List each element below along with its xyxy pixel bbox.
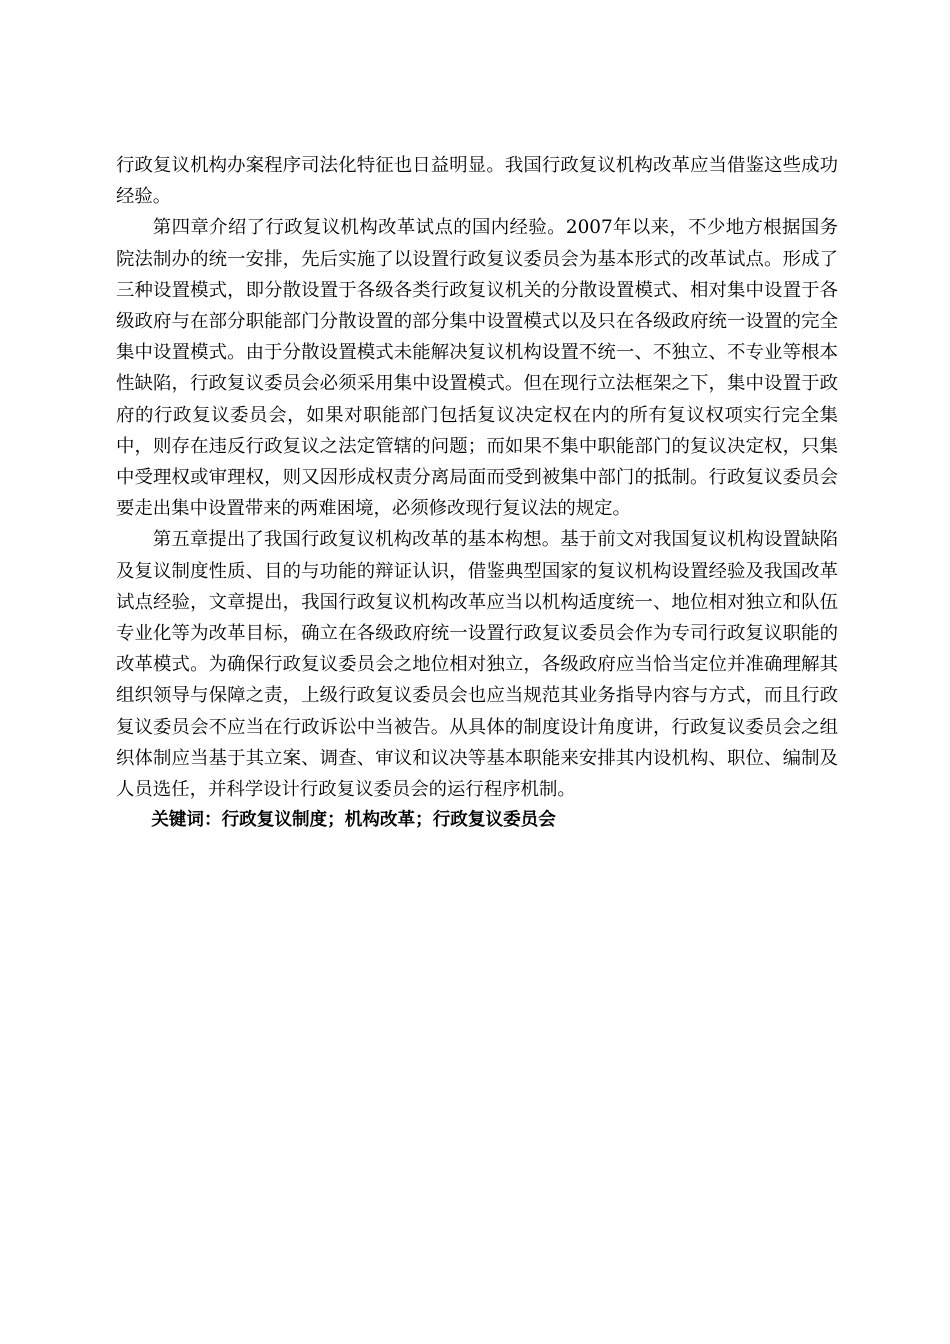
paragraph-chapter-five: 第五章提出了我国行政复议机构改革的基本构想。基于前文对我国复议机构设置缺陷及复议制度性质、目的与功能的辩证认识，借鉴典型国家的复议机构设置经验及我国改革试点经验，文章提出，我国行政复议机构改革应当以机构适度统一、地位相对独立和队伍专业化等为改革目标，确立在各级政府统一设置行政复议委员会作为专司行政复议职能的改革模式。为确保行政复议委员会之地位相对独立，各级政府应当恰当定位并准确理解其组织领导与保障之责，上级行政复议委员会也应当规范其业务指导内容与方式，而且行政复议委员会不应当在行政诉讼中当被告。从具体的制度设计角度讲，行政复议委员会之组织体制应当基于其立案、调查、审议和议决等基本职能来安排其内设机构、职位、编制及人员选任，并科学设计行政复议委员会的运行程序机制。 — [116, 529, 838, 801]
paragraph-continuation: 行政复议机构办案程序司法化特征也日益明显。我国行政复议机构改革应当借鉴这些成功经验。 — [116, 155, 838, 208]
paragraph-chapter-four: 第四章介绍了行政复议机构改革试点的国内经验。2007年以来，不少地方根据国务院法制办的统一安排，先后实施了以设置行政复议委员会为基本形式的改革试点。形成了三种设置模式，即分散设置于各级各类行政复议机关的分散设置模式、相对集中设置于各级政府与在部分职能部门分散设置的部分集中设置模式以及只在各级政府统一设置的完全集中设置模式。由于分散设置模式未能解决复议机构设置不统一、不独立、不专业等根本性缺陷，行政复议委员会必须采用集中设置模式。但在现行立法框架之下，集中设置于政府的行政复议委员会，如果对职能部门包括复议决定权在内的所有复议权项实行完全集中，则存在违反行政复议之法定管辖的问题；而如果不集中职能部门的复议决定权，只集中受理权或审理权，则又因形成权责分离局面而受到被集中部门的抵制。行政复议委员会要走出集中设置带来的两难困境，必须修改现行复议法的规定。 — [116, 217, 838, 520]
document-page — [116, 150, 838, 836]
keywords-line: 关键词：行政复议制度；机构改革；行政复议委员会 — [151, 810, 556, 831]
